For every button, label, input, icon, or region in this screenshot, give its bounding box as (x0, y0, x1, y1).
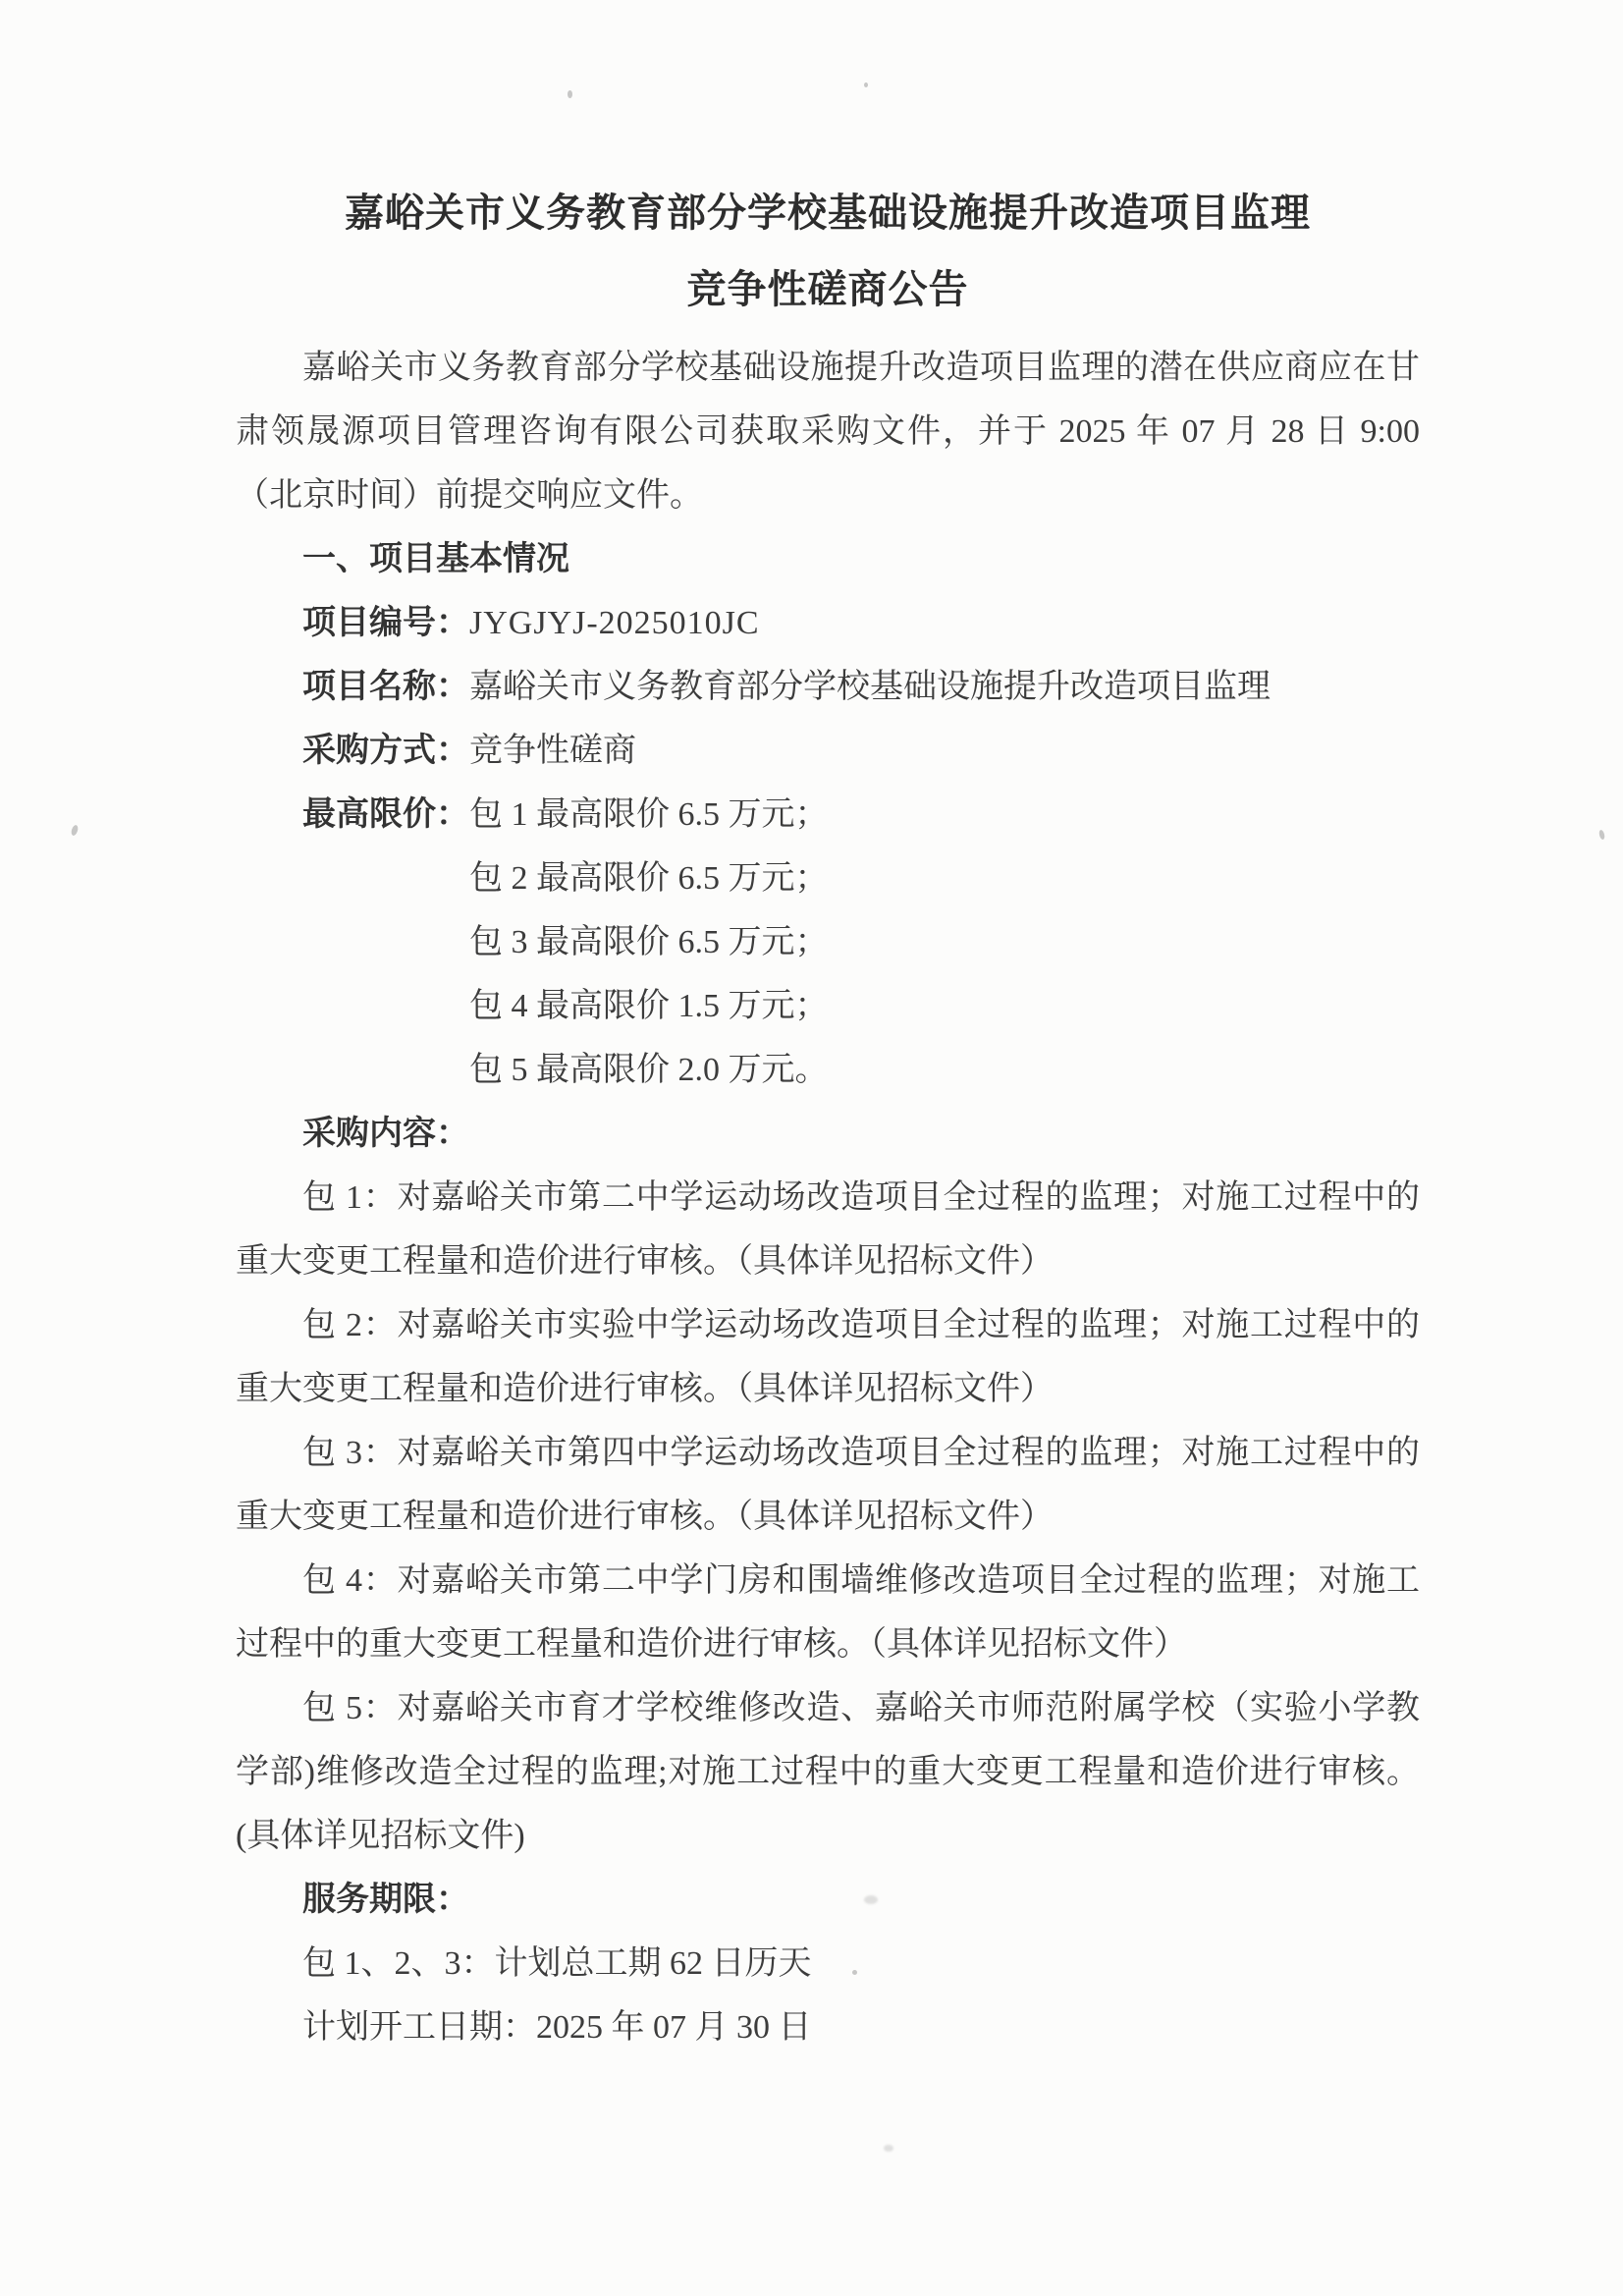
package-paragraph-4: 包 4：对嘉峪关市第二中学门房和围墙维修改造项目全过程的监理；对施工过程中的重大变更工程量和造价进行审核。（具体详见招标文件） (236, 1562, 1420, 1663)
price-line-5: 包 5 最高限价 2.0 万元。 (469, 1052, 829, 1088)
price-line-4: 包 4 最高限价 1.5 万元； (469, 988, 829, 1024)
section-heading: 一、项目基本情况 (302, 541, 569, 577)
service-period-label: 服务期限： (302, 1882, 469, 1918)
package-paragraph-2: 包 2：对嘉峪关市实验中学运动场改造项目全过程的监理；对施工过程中的重大变更工程量和造价进行审核。（具体详见招标文件） (236, 1307, 1420, 1407)
field-row-procurement-method (236, 719, 1420, 783)
field-value-procurement-method: 竞争性磋商 (469, 733, 636, 769)
package-paragraph-1: 包 1：对嘉峪关市第二中学运动场改造项目全过程的监理；对施工过程中的重大变更工程量和造价进行审核。（具体详见招标文件） (236, 1179, 1420, 1280)
field-row-project-number (236, 591, 1420, 655)
field-value-project-name: 嘉峪关市义务教育部分学校基础设施提升改造项目监理 (469, 669, 1271, 705)
field-row-project-name (236, 655, 1420, 719)
price-row (236, 783, 1420, 847)
price-line-2: 包 2 最高限价 6.5 万元； (469, 860, 829, 897)
scan-speck (864, 82, 868, 87)
scan-speck (568, 90, 572, 98)
package-paragraph-5: 包 5：对嘉峪关市育才学校维修改造、嘉峪关市师范附属学校（实验小学教学部)维修改造全过程的监理;对施工过程中的重大变更工程量和造价进行审核。(具体详见招标文件) (236, 1690, 1420, 1854)
package-paragraph-3: 包 3：对嘉峪关市第四中学运动场改造项目全过程的监理；对施工过程中的重大变更工程量和造价进行审核。（具体详见招标文件） (236, 1435, 1420, 1535)
scan-speck (70, 824, 79, 836)
document-title-line-2: 竞争性磋商公告 (686, 267, 969, 311)
service-period-line-1: 包 1、2、3：计划总工期 62 日历天 (302, 1945, 812, 1982)
field-label-project-name: 项目名称： (302, 669, 469, 705)
price-line-1: 包 1 最高限价 6.5 万元； (469, 796, 829, 833)
price-label: 最高限价： (302, 796, 469, 833)
document-title-line-1: 嘉峪关市义务教育部分学校基础设施提升改造项目监理 (345, 191, 1311, 235)
field-label-procurement-method: 采购方式： (302, 733, 469, 769)
service-period-line-2: 计划开工日期：2025 年 07 月 30 日 (302, 2009, 812, 2046)
scan-smudge (884, 2145, 893, 2152)
scan-smudge (864, 1895, 878, 1904)
scan-speck (1598, 830, 1605, 841)
intro-paragraph: 嘉峪关市义务教育部分学校基础设施提升改造项目监理的潜在供应商应在甘肃领晟源项目管理咨询有限公司获取采购文件，并于 2025 年 07 月 28 日 9:00（北京时间）前提交响应文件。 (236, 350, 1420, 514)
document-title (236, 175, 1420, 328)
field-value-project-number: JYGJYJ-2025010JC (469, 605, 760, 641)
document-content (236, 175, 1420, 2059)
content-label: 采购内容： (302, 1116, 469, 1152)
field-label-project-number: 项目编号： (302, 605, 469, 641)
scan-speck (852, 1970, 857, 1975)
price-line-3: 包 3 最高限价 6.5 万元； (469, 924, 829, 960)
